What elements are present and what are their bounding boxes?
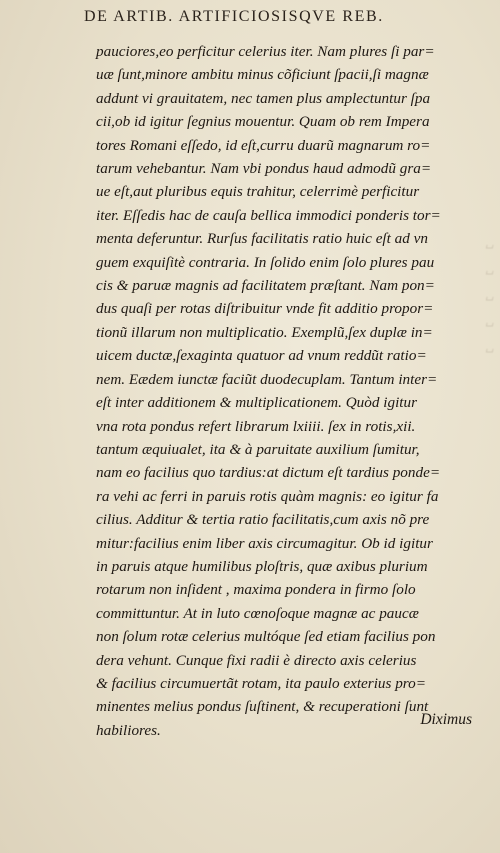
text-line: committuntur. At in luto cœnoſoque magnæ ac paucæ xyxy=(96,604,419,622)
text-line: dus quaſi per rotas diſtribuitur vnde fit additio propor= xyxy=(96,300,434,318)
text-line: uæ ſunt,minore ambitu minus cõficiunt ſpacii,ſi magnæ xyxy=(96,66,429,84)
text-line: cii,ob id igitur ſegnius mouentur. Quam ob rem Impera xyxy=(96,113,430,131)
text-line: mitur:facilius enim liber axis circumagitur. Ob id igitur xyxy=(96,534,433,552)
text-line: tarum vehebantur. Nam vbi pondus haud admodũ gra= xyxy=(96,160,432,178)
text-line: ue eſt,aut pluribus equis trahitur, celerrimè perficitur xyxy=(96,183,420,201)
text-line: in paruis atque humilibus ploſtris, quæ axibus plurium xyxy=(96,557,428,575)
text-line: nam eo facilius quo tardius:at dictum eſt tardius ponde= xyxy=(96,464,441,482)
text-line: habiliores. xyxy=(96,721,161,739)
text-line: & facilius circumuertãt rotam, ita paulo exterius pro= xyxy=(96,674,427,692)
text-line: eſt inter additionem & multiplicationem. Quòd igitur xyxy=(96,394,418,412)
text-line: tantum æquiualet, ita & à paruitate auxilium ſumitur, xyxy=(96,440,420,458)
text-line: non ſolum rotæ celerius multóque ſed etiam facilius pon xyxy=(96,628,436,646)
text-line: minentes melius pondus ſuſtinent, & recuperationi ſunt xyxy=(96,698,429,716)
running-header: DE ARTIB. ARTIFICIOSISQVE REB. xyxy=(84,8,384,25)
text-line: tores Romani eſſedo, id eſt,curru duarũ magnarum ro= xyxy=(96,136,431,154)
catchword: Diximus xyxy=(420,711,472,728)
text-line: nem. Eædem iunctæ faciũt duodecuplam. Tantum inter= xyxy=(96,370,438,388)
text-line: uicem ductæ,ſexaginta quatuor ad vnum reddũt ratio= xyxy=(96,347,427,365)
text-line: cilius. Additur & tertia ratio facilitatis,cum axis nõ pre xyxy=(96,511,430,529)
text-line: iter. Eſſedis hac de cauſa bellica immodici ponderis tor= xyxy=(96,206,441,224)
show-through-texture: ␣ ␣ ␣ ␣ ␣ xyxy=(485,237,494,353)
body-text xyxy=(96,40,486,742)
text-line: menta deferuntur. Rurſus facilitatis ratio huic eſt ad vn xyxy=(96,230,428,248)
text-line: guem exquiſitè contraria. In ſolido enim ſolo plures pau xyxy=(96,253,435,271)
text-line: rotarum non inſident , maxima pondera in firmo ſolo xyxy=(96,581,416,599)
text-line: ra vehi ac ferri in paruis rotis quàm magnis: eo igitur fa xyxy=(96,487,439,505)
text-line: dera vehunt. Cunque fixi radii è directo axis celerius xyxy=(96,651,417,669)
text-line: pauciores,eo perficitur celerius iter. Nam plures ſi par= xyxy=(96,43,435,60)
text-line: addunt vi grauitatem, nec tamen plus amplectuntur ſpa xyxy=(96,89,431,107)
text-line: vna rota pondus refert librarum lxiiii. ſex in rotis,xii. xyxy=(96,417,416,435)
text-line: cis & paruæ magnis ad facilitatem præſtant. Nam pon= xyxy=(96,277,435,295)
text-line: tionũ illarum non multiplicatio. Exemplũ,ſex duplæ in= xyxy=(96,323,433,341)
